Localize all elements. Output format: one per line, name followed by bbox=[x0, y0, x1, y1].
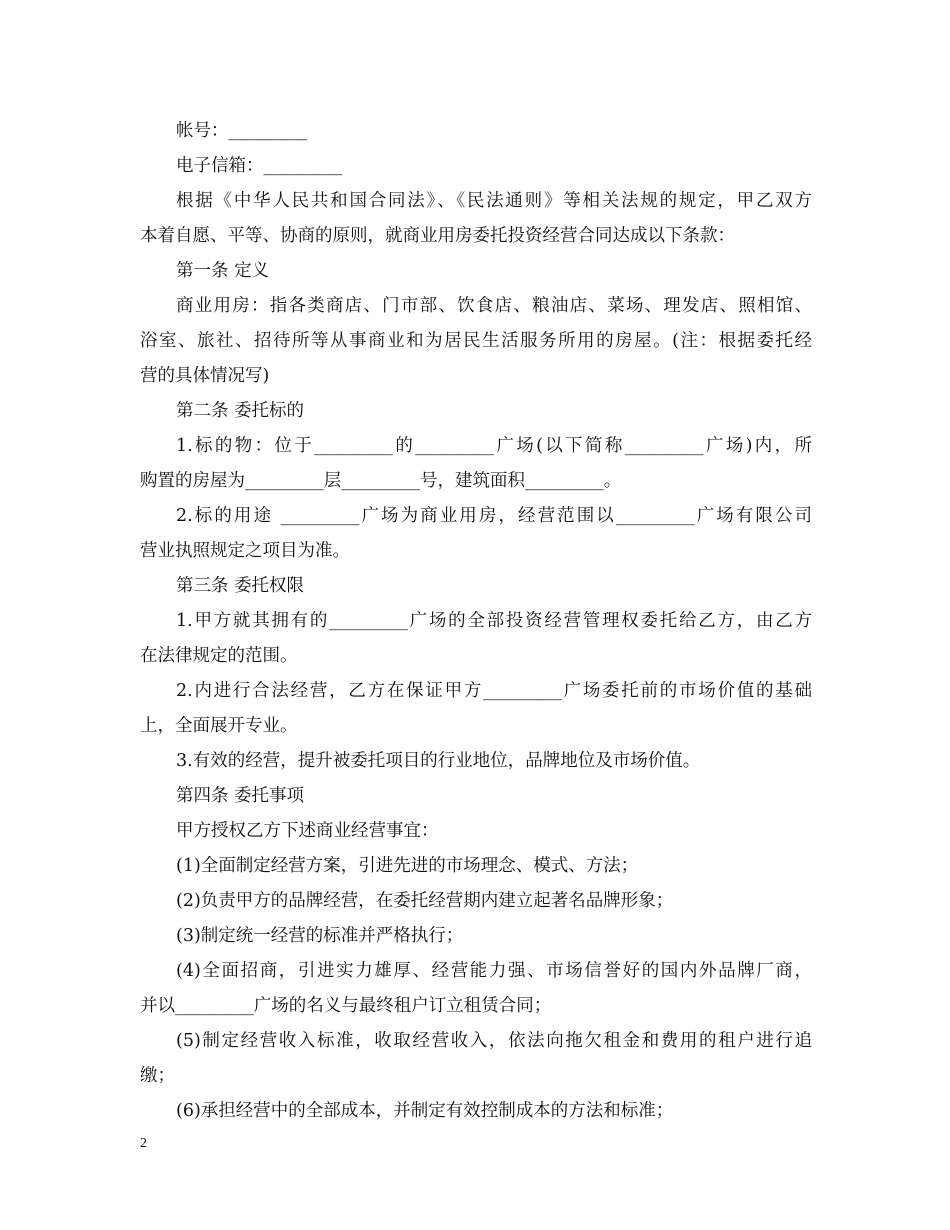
text-line: 营业执照规定之项目为准。 bbox=[140, 541, 350, 561]
text-line: 营的具体情况写) bbox=[140, 366, 270, 386]
text-line: 帐号：_________ bbox=[176, 121, 308, 141]
text-line: 购置的房屋为_________层_________号，建筑面积_________。 bbox=[140, 471, 622, 491]
text-line: 商业用房：指各类商店、门市部、饮食店、粮油店、菜场、理发店、照相馆、 bbox=[176, 296, 812, 316]
text-line: (1)全面制定经营方案，引进先进的市场理念、模式、方法； bbox=[176, 856, 639, 876]
text-line: (6)承担经营中的全部成本，并制定有效控制成本的方法和标准； bbox=[176, 1101, 674, 1121]
text-line: 本着自愿、平等、协商的原则，就商业用房委托投资经营合同达成以下条款： bbox=[140, 226, 735, 246]
page-number: 2 bbox=[140, 1136, 147, 1151]
text-line: 第四条 委托事项 bbox=[176, 786, 305, 806]
text-line: 2.标的用途 _________广场为商业用房，经营范围以_________广场有限公司 bbox=[176, 506, 812, 526]
text-line: 1.甲方就其拥有的_________广场的全部投资经营管理权委托给乙方，由乙方 bbox=[176, 611, 812, 631]
text-line: 2.内进行合法经营，乙方在保证甲方_________广场委托前的市场价值的基础 bbox=[176, 681, 812, 701]
text-line: 第三条 委托权限 bbox=[176, 576, 305, 596]
text-line: 3.有效的经营，提升被委托项目的行业地位，品牌地位及市场价值。 bbox=[176, 751, 701, 771]
text-line: 第一条 定义 bbox=[176, 261, 270, 281]
text-line: 甲方授权乙方下述商业经营事宜： bbox=[176, 821, 439, 841]
text-line: 上，全面展开专业。 bbox=[140, 716, 298, 736]
text-line: 电子信箱：_________ bbox=[176, 156, 343, 176]
text-line: 浴室、旅社、招待所等从事商业和为居民生活服务所用的房屋。(注：根据委托经 bbox=[140, 331, 812, 351]
text-line: (5)制定经营收入标准，收取经营收入，依法向拖欠租金和费用的租户进行追 bbox=[176, 1031, 812, 1051]
text-line: 并以_________广场的名义与最终租户订立租赁合同； bbox=[140, 996, 552, 1016]
text-line: (4)全面招商，引进实力雄厚、经营能力强、市场信誉好的国内外品牌厂商， bbox=[176, 961, 812, 981]
text-line: 1.标的物：位于_________的_________广场(以下简称_________广场)内，所 bbox=[176, 436, 812, 456]
text-line: 第二条 委托标的 bbox=[176, 401, 305, 421]
text-line: 缴； bbox=[140, 1066, 175, 1086]
text-line: 在法律规定的范围。 bbox=[140, 646, 298, 666]
text-line: 根据《中华人民共和国合同法》、《民法通则》等相关法规的规定，甲乙双方 bbox=[176, 191, 812, 211]
document-body bbox=[140, 114, 812, 1129]
text-line: (2)负责甲方的品牌经营，在委托经营期内建立起著名品牌形象； bbox=[176, 891, 674, 911]
text-line: (3)制定统一经营的标准并严格执行； bbox=[176, 926, 464, 946]
